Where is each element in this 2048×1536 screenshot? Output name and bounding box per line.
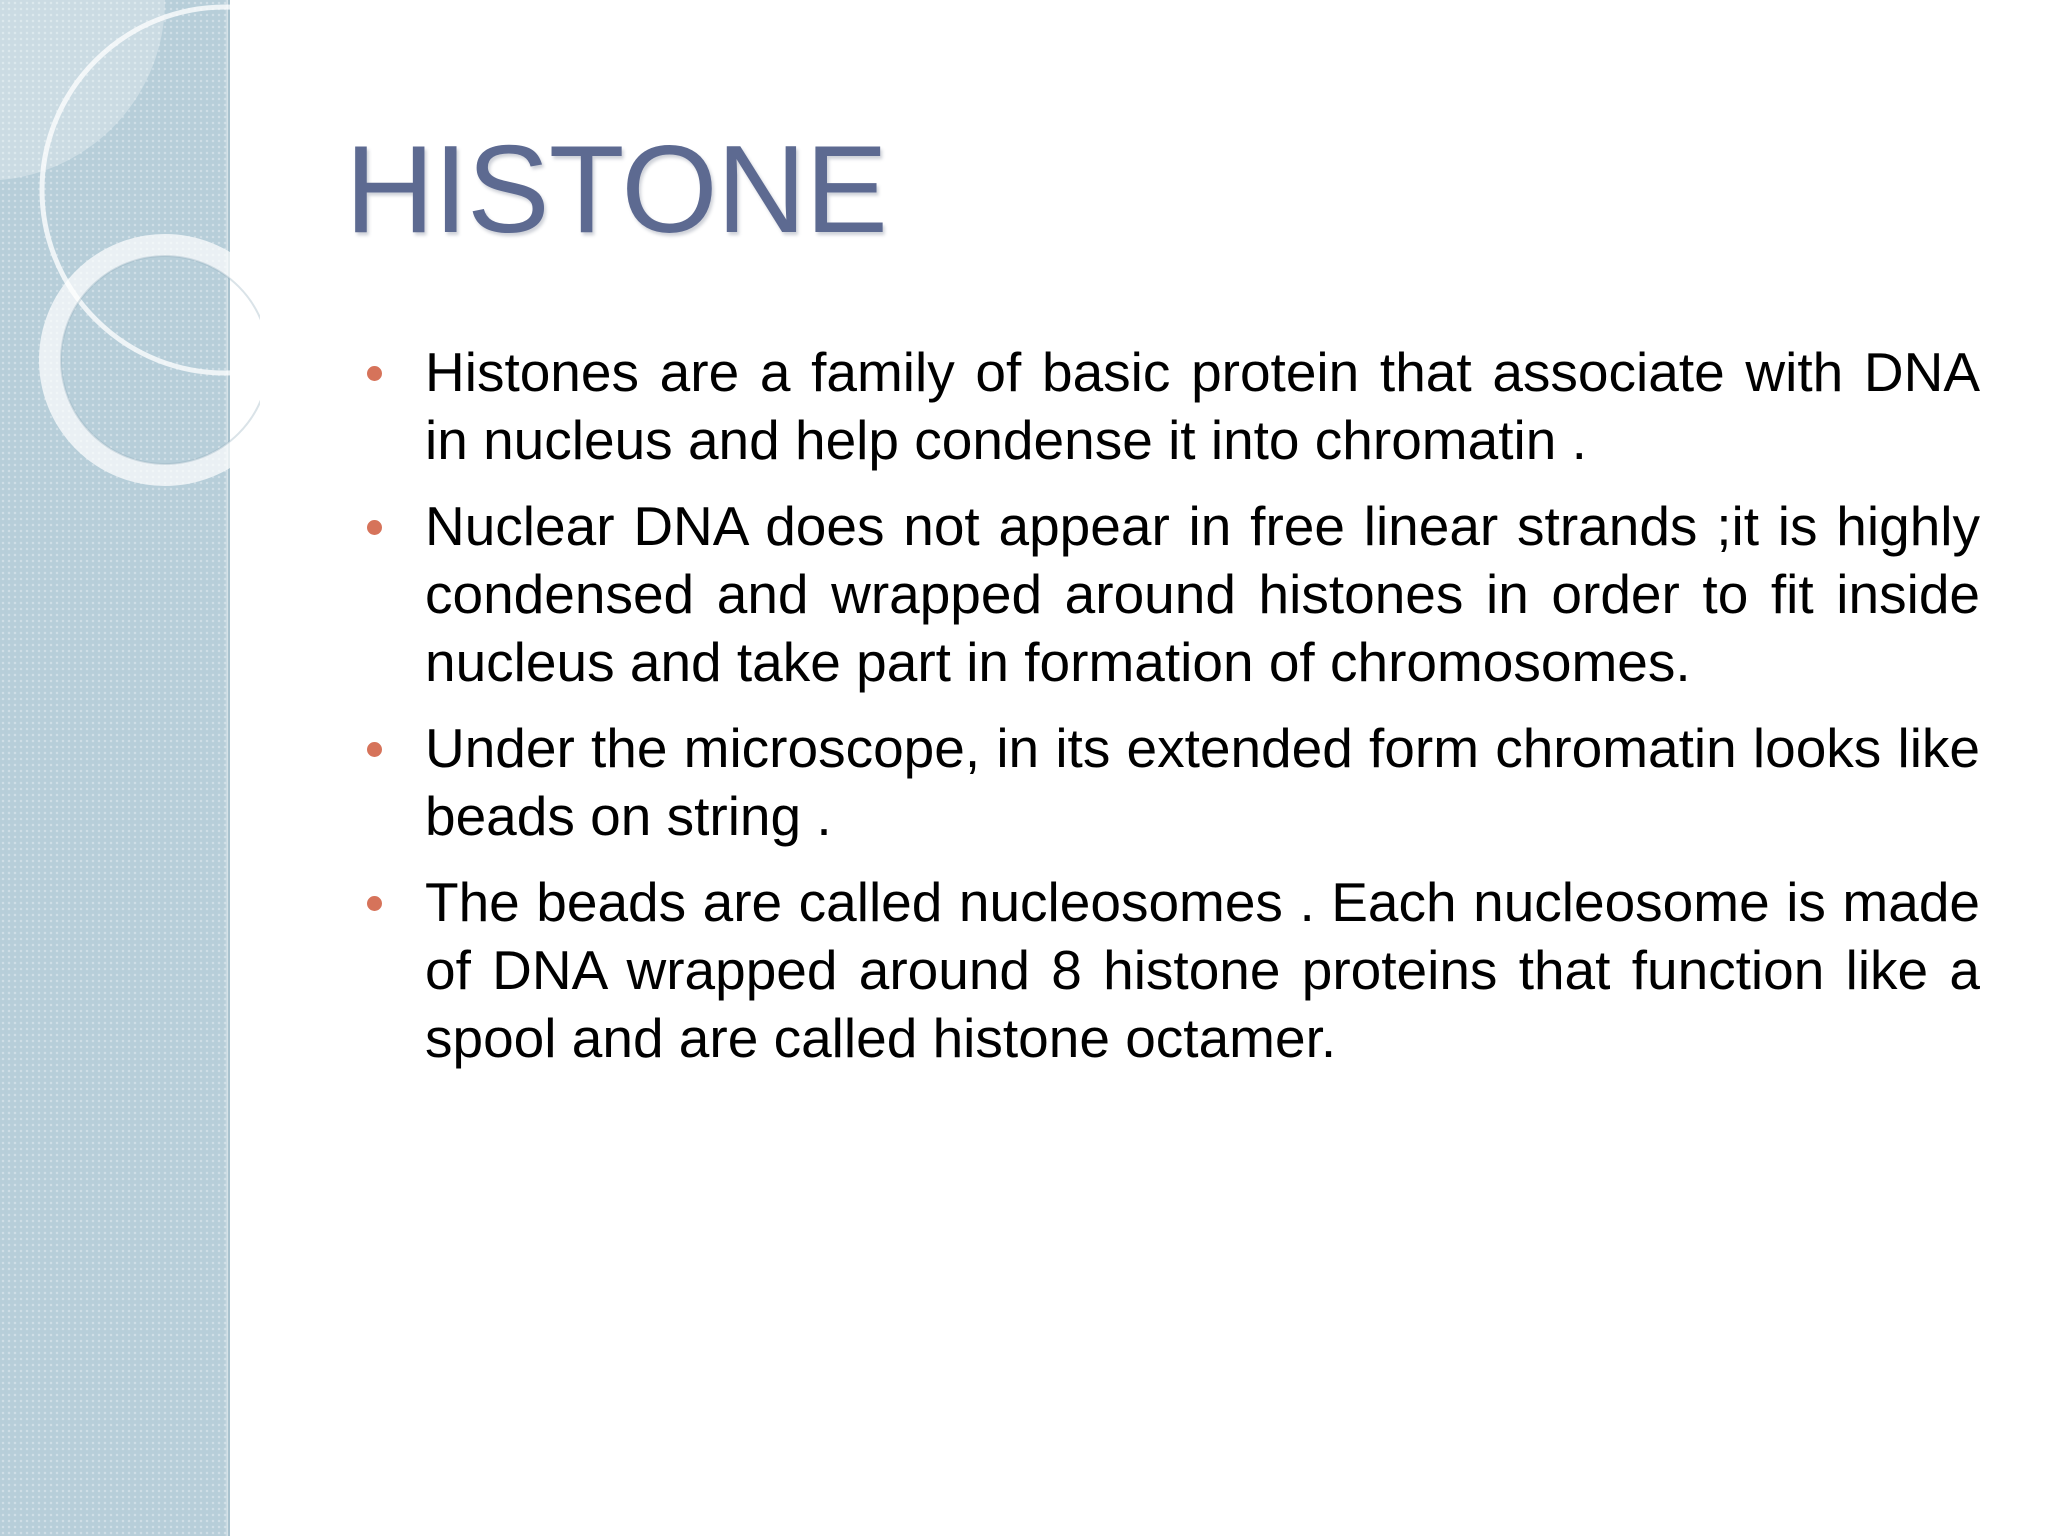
bullet-text: Under the microscope, in its extended form chromatin looks like beads on string . [425,717,1980,847]
slide-title: HISTONE [345,121,887,259]
list-item [360,714,1980,850]
bullet-text: The beads are called nucleosomes . Each nucleosome is made of DNA wrapped around 8 histone proteins that function like a spool and are called histone octamer. [425,871,1980,1069]
bullet-icon [367,366,382,381]
bullet-icon [367,520,382,535]
decorative-rings-icon [0,0,260,520]
bullet-icon [367,742,382,757]
bullet-text: Histones are a family of basic protein that associate with DNA in nucleus and help condense it into chromatin . [425,341,1980,471]
list-item [360,868,1980,1072]
list-item [360,492,1980,696]
bullet-text: Nuclear DNA does not appear in free linear strands ;it is highly condensed and wrapped around histones in order to fit inside nucleus and take part in formation of chromosomes. [425,495,1980,693]
list-item [360,338,1980,474]
bullet-icon [367,896,382,911]
bullet-list [360,338,1980,1090]
